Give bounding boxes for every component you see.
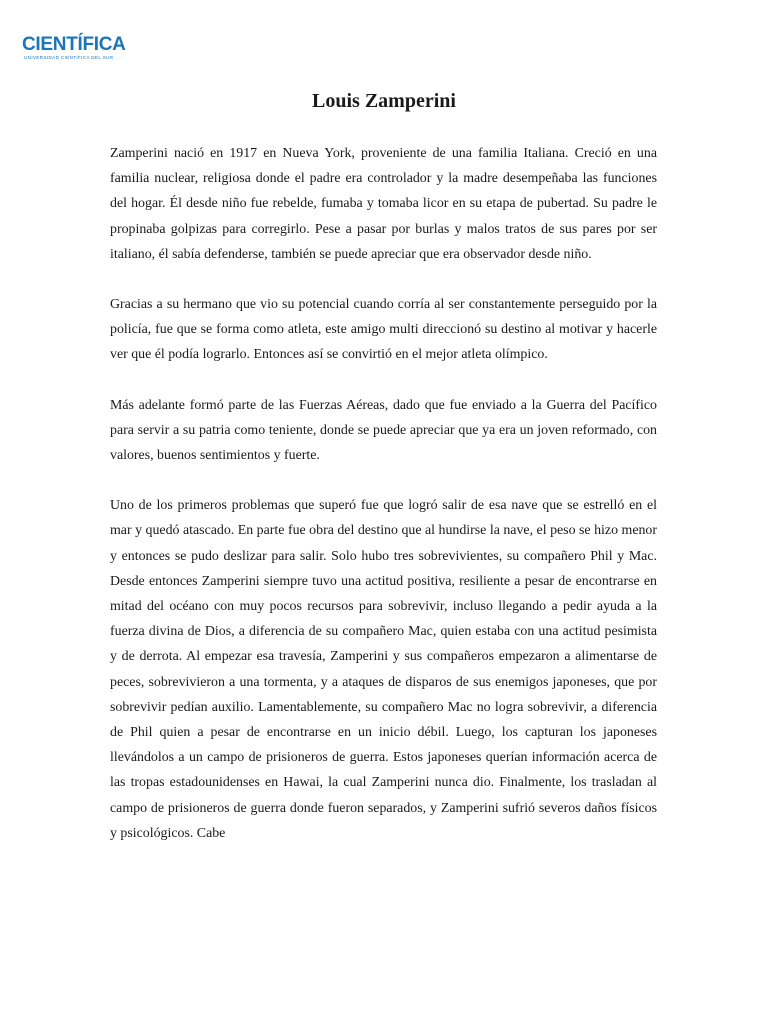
- paragraph-athlete: Gracias a su hermano que vio su potencial cuando corría al ser constantemente perseguido por la policía, fue que se forma como atleta, este amigo multi direccionó su destino al motivar y hacerle ver que él podía lograrlo. Entonces así se convirtió en el mejor atleta olímpico.: [110, 297, 657, 363]
- logo-subtitle: UNIVERSIDAD CIENTÍFICA DEL SUR: [24, 55, 114, 60]
- paragraph-early-life: Zamperini nació en 1917 en Nueva York, proveniente de una familia Italiana. Creció en una familia nuclear, religiosa donde el padre era controlador y la madre desempeñaba las funciones del hogar. Él desde niño fue rebelde, fumaba y tomaba licor en su etapa de pubertad. Su padre le propinaba golpizas para corregirlo. Pese a pasar por burlas y malos tratos de sus pares por ser italiano, él sabía defenderse, también se puede apreciar que era observador desde niño.: [110, 146, 657, 262]
- paragraph-survival: Uno de los primeros problemas que superó fue que logró salir de esa nave que se estrelló en el mar y quedó atascado. En parte fue obra del destino que al hundirse la nave, el peso se hizo menor y entonces se pudo deslizar para salir. Solo hubo tres sobrevivientes, su compañero Phil y Mac. Desde entonces Zamperini siempre tuvo una actitud positiva, resiliente a pesar de encontrarse en mitad del océano con muy pocos recursos para sobrevivir, incluso llegando a pedir ayuda a la fuerza divina de Dios, a diferencia de su compañero Mac, quien estaba con una actitud pesimista y de derrota. Al empezar esa travesía, Zamperini y sus compañeros empezaron a alimentarse de peces, sobrevivieron a una tormenta, y a ataques de disparos de sus enemigos japoneses, que por sobrevivir pedían auxilio. Lamentablemente, su compañero Mac no logra sobrevivir, a diferencia de Phil quien a pesar de encontrarse en un inicio débil. Luego, los capturan los japoneses llevándolos a un campo de prisioneros de guerra. Estos japoneses querían información acerca de las tropas estadounidenses en Hawai, la cual Zamperini nunca dio. Finalmente, los trasladan al campo de prisioneros de guerra donde fueron separados, y Zamperini sufrió severos daños físicos y psicológicos. Cabe: [110, 498, 657, 841]
- paragraph-air-force: Más adelante formó parte de las Fuerzas Aéreas, dado que fue enviado a la Guerra del Pacífico para servir a su patria como teniente, donde se puede apreciar que ya era un joven reformado, con valores, buenos sentimientos y fuerte.: [110, 397, 657, 464]
- document-title: Louis Zamperini: [312, 90, 456, 112]
- logo-name: CIENTÍFICA: [22, 34, 126, 55]
- document-body: [110, 141, 657, 871]
- university-logo: [22, 36, 134, 60]
